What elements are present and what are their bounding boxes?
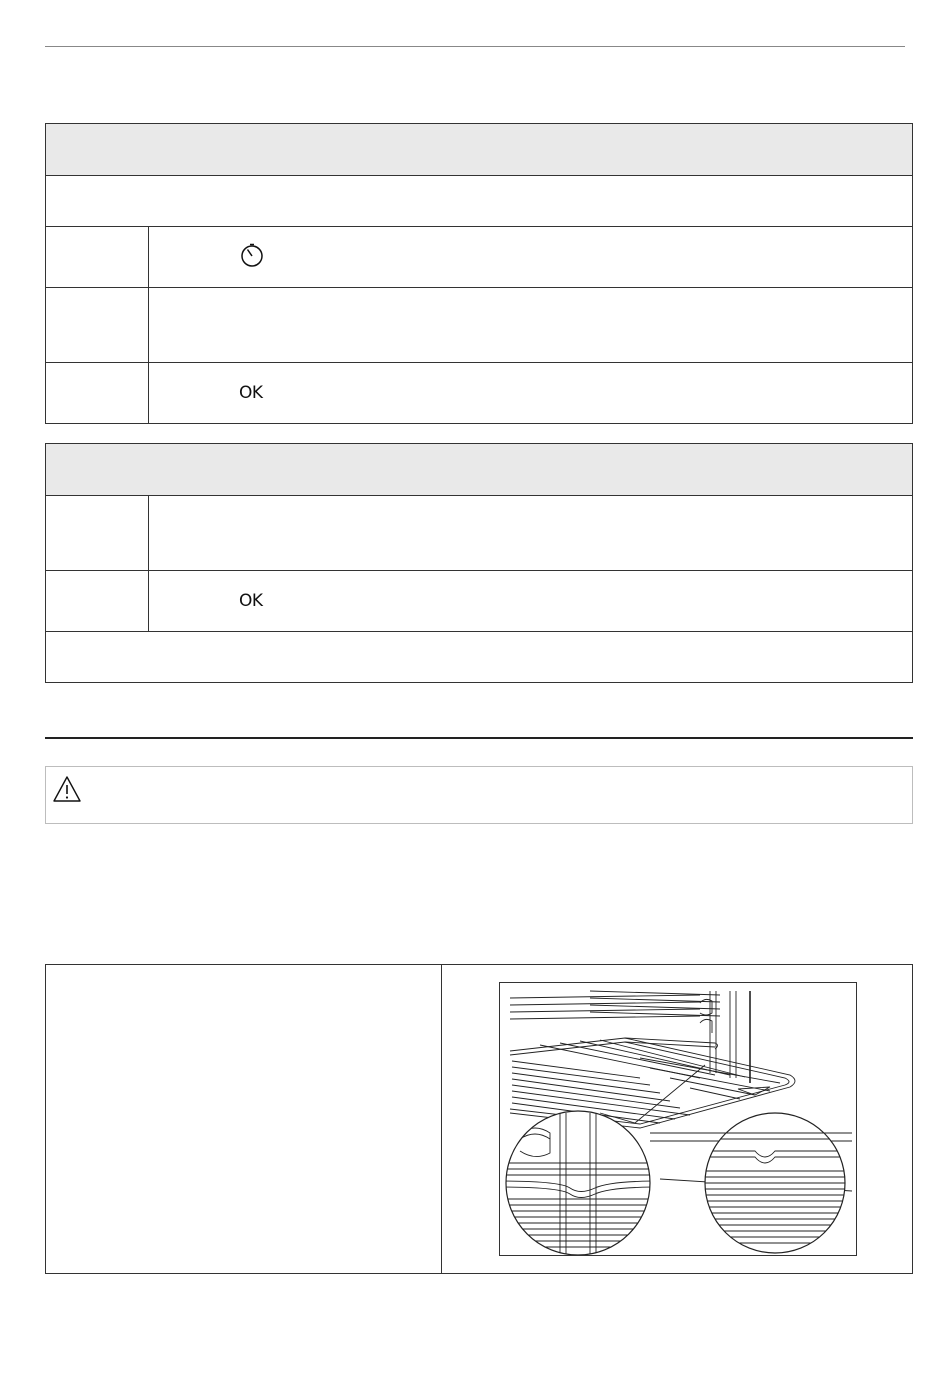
step-text-cell: [149, 571, 913, 632]
warning-box: [45, 766, 913, 824]
shelf-illustration: [499, 982, 857, 1256]
step-text-cell: [149, 288, 913, 363]
step-number-cell: [46, 288, 149, 363]
illustration-caption-cell: [46, 965, 441, 1273]
illustration-table: [45, 964, 913, 1274]
table-1-header: [46, 124, 913, 176]
table-2-header: [46, 444, 913, 496]
oven-shelf-drawing: [500, 983, 856, 1255]
ok-key-label: OK: [239, 591, 263, 611]
step-text-cell: [149, 227, 913, 288]
table-row: [46, 571, 913, 632]
table-row: [46, 288, 913, 363]
section-rule: [45, 737, 913, 739]
top-rule: [45, 46, 905, 47]
instruction-table-1: [45, 123, 913, 424]
step-number-cell: [46, 363, 149, 424]
step-text-cell: [149, 363, 913, 424]
table-row: [46, 227, 913, 288]
step-number-cell: [46, 227, 149, 288]
ok-key-label: OK: [239, 383, 263, 403]
warning-triangle-icon: [52, 775, 82, 803]
table-row: [46, 363, 913, 424]
step-number-cell: [46, 496, 149, 571]
table-row: [46, 496, 913, 571]
step-number-cell: [46, 571, 149, 632]
column-divider: [441, 965, 442, 1273]
clock-icon: [239, 242, 265, 273]
instruction-table-2: [45, 443, 913, 683]
step-text-cell: [149, 496, 913, 571]
table-2-footer: [46, 632, 913, 683]
table-1-intro: [46, 176, 913, 227]
